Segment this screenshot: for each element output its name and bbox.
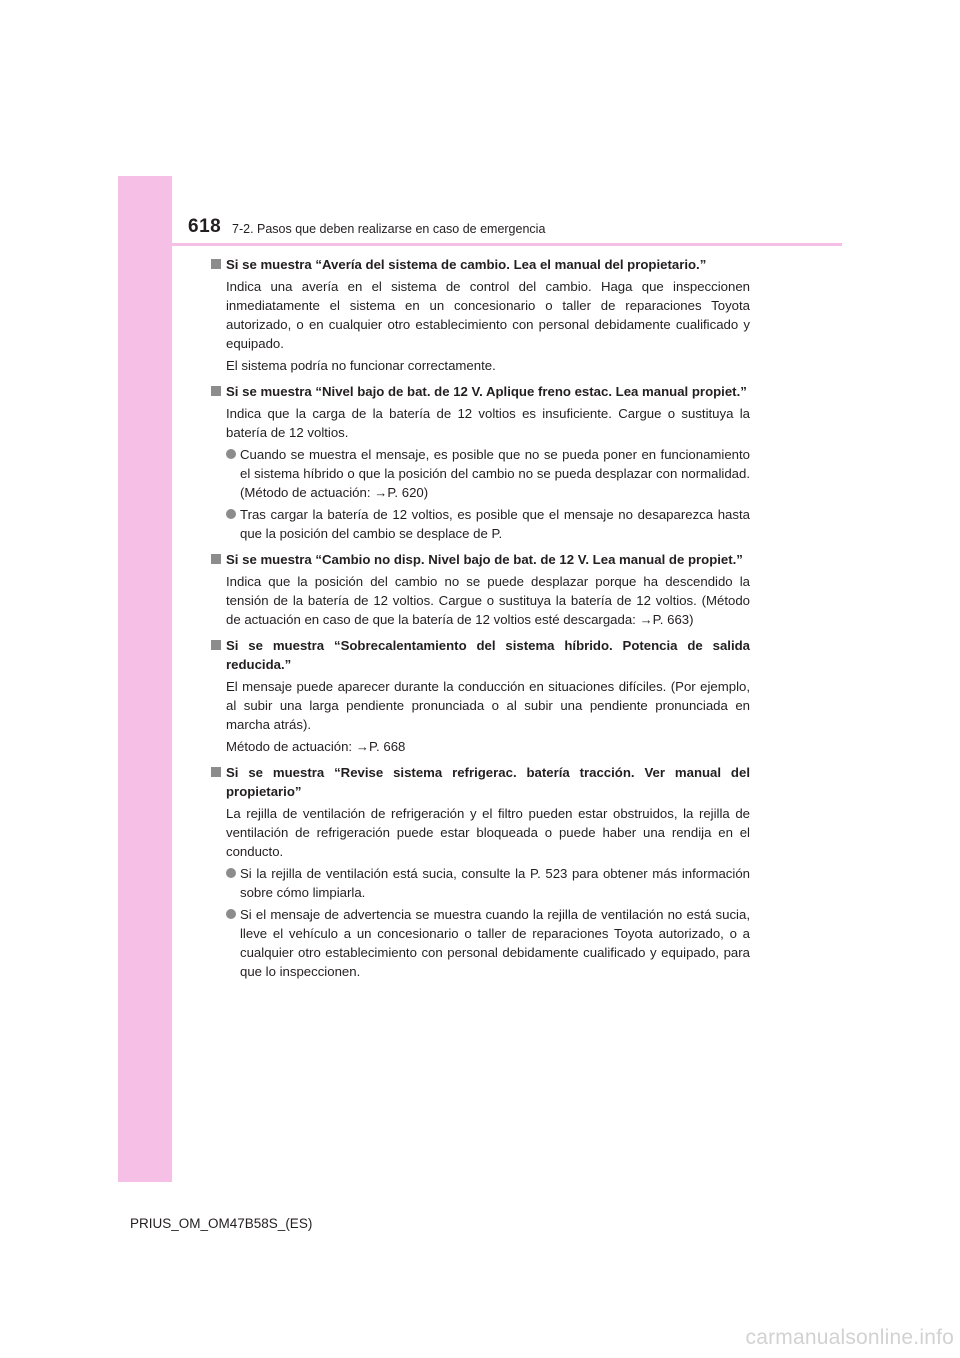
note-item: Cuando se muestra el mensaje, es posible que no se pueda poner en funcionamiento el sistema híbrido o que la posición del cambio no se pueda desplazar con normalidad. (Método de actuación: →P. 620) (210, 445, 750, 502)
square-bullet-icon (211, 386, 221, 396)
item-heading: Si se muestra “Nivel bajo de bat. de 12 V. Aplique freno estac. Lea manual propiet.” (210, 382, 750, 401)
document-code: PRIUS_OM_OM47B58S_(ES) (130, 1216, 313, 1231)
circle-bullet-icon (226, 509, 236, 519)
note-item: Si el mensaje de advertencia se muestra cuando la rejilla de ventilación no está sucia, lleve el vehículo a un concesionario o taller de reparaciones Toyota autorizado, o a cualquier otro establecimiento con personal debidamente cualificado y equipado, para que lo inspeccionen. (210, 905, 750, 981)
circle-bullet-icon (226, 909, 236, 919)
side-color-band (118, 176, 172, 1182)
section-title: 7-2. Pasos que deben realizarse en caso de emergencia (232, 222, 546, 236)
item-paragraph: La rejilla de ventilación de refrigeración y el filtro pueden estar obstruidos, la rejilla de ventilación de refrigeración puede estar bloqueada o puede haber una rendija en el conducto. (226, 806, 750, 859)
page-number: 618 (188, 216, 222, 237)
item-heading: Si se muestra “Revise sistema refrigerac. batería tracción. Ver manual del propietario” (210, 763, 750, 801)
page-content (210, 255, 750, 984)
square-bullet-icon (211, 640, 221, 650)
item-paragraph: El mensaje puede aparecer durante la conducción en situaciones difíciles. (Por ejemplo, al subir una larga pendiente pronunciada o al subir una pendiente pronunciada en marcha atrás). (226, 679, 750, 732)
item-heading: Si se muestra “Cambio no disp. Nivel bajo de bat. de 12 V. Lea manual de propiet.” (210, 550, 750, 569)
item-paragraph: Método de actuación: →P. 668 (226, 739, 406, 754)
circle-bullet-icon (226, 868, 236, 878)
item-paragraph: El sistema podría no funcionar correctamente. (226, 358, 496, 373)
square-bullet-icon (211, 767, 221, 777)
watermark: carmanualsonline.info (745, 1326, 954, 1349)
item-paragraph: Indica una avería en el sistema de control del cambio. Haga que inspeccionen inmediatamente el sistema en un concesionario o taller de reparaciones Toyota autorizado, o en cualquier otro establecimiento con personal debidamente cualificado y equipado. (226, 279, 750, 351)
note-item: Tras cargar la batería de 12 voltios, es posible que el mensaje no desaparezca hasta que la posición del cambio se desplace de P. (210, 505, 750, 543)
header-rule (172, 243, 842, 246)
item-paragraph: Indica que la carga de la batería de 12 voltios es insuficiente. Cargue o sustituya la batería de 12 voltios. (226, 406, 750, 440)
square-bullet-icon (211, 554, 221, 564)
item-heading: Si se muestra “Avería del sistema de cambio. Lea el manual del propietario.” (210, 255, 750, 274)
item-heading: Si se muestra “Sobrecalentamiento del sistema híbrido. Potencia de salida reducida.” (210, 636, 750, 674)
note-item: Si la rejilla de ventilación está sucia, consulte la P. 523 para obtener más información sobre cómo limpiarla. (210, 864, 750, 902)
circle-bullet-icon (226, 449, 236, 459)
item-paragraph: Indica que la posición del cambio no se puede desplazar porque ha descendido la tensión de la batería de 12 voltios. Cargue o sustituya la batería de 12 voltios. (Método de actuación en caso de que la batería de 12 voltios esté descargada: →P. 663) (226, 574, 750, 627)
square-bullet-icon (211, 259, 221, 269)
